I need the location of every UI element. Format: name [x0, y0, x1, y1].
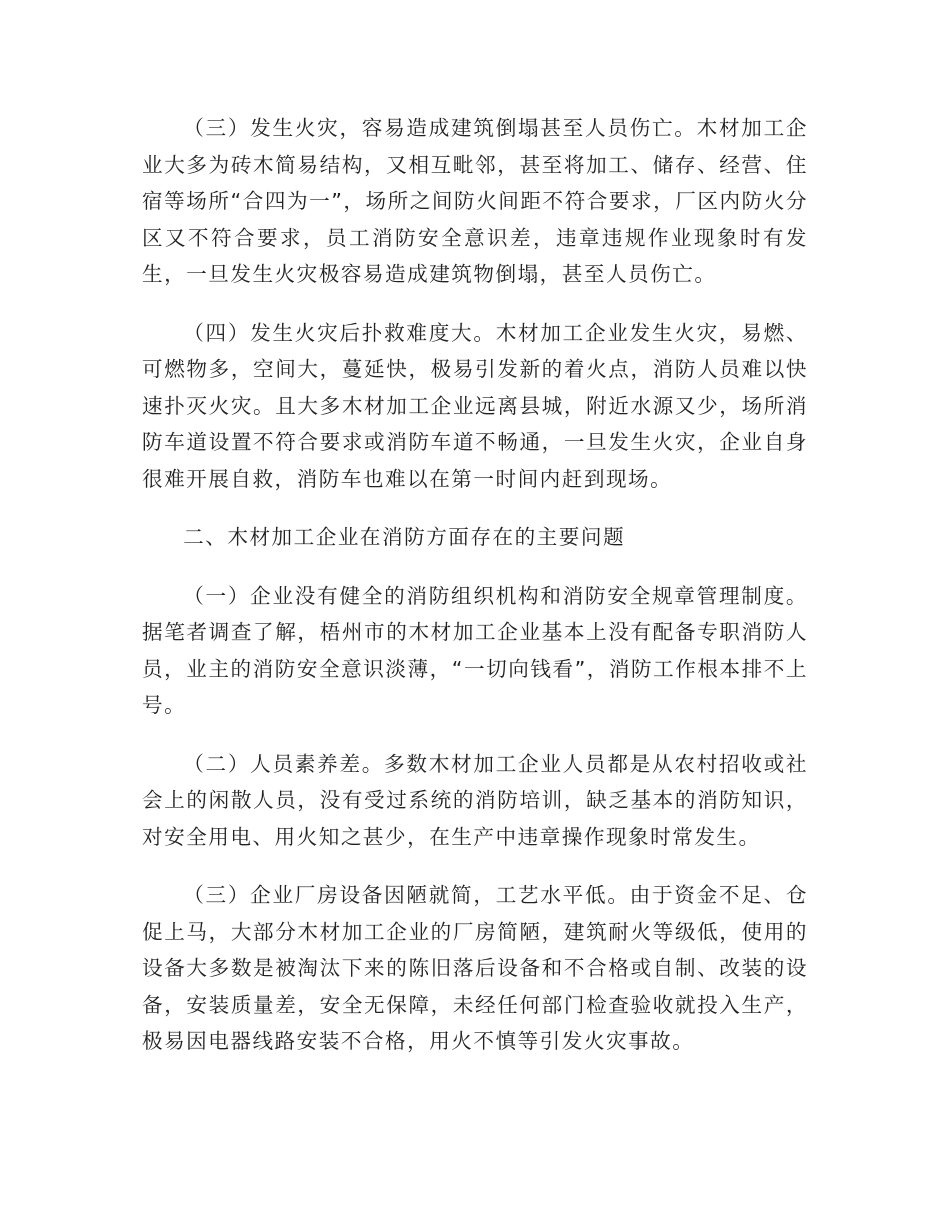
section-heading-main-problems: 二、木材加工企业在消防方面存在的主要问题 [183, 525, 626, 549]
paragraph-fire-collapse: （三）发生火灾，容易造成建筑倒塌甚至人员伤亡。木材加工企业大多为砖木简易结构，又相互毗邻，甚至将加工、储存、经营、住宿等场所“合四为一”，场所之间防火间距不符合要求，厂区内防火分区又不符合要求，员工消防安全意识差，违章违规作业现象时有发生，一旦发生火灾极容易造成建筑物倒塌，甚至人员伤亡。 [142, 116, 808, 286]
paragraph-firefighting-difficulty: （四）发生火灾后扑救难度大。木材加工企业发生火灾，易燃、可燃物多，空间大，蔓延快，极易引发新的着火点，消防人员难以快速扑灭火灾。且大多木材加工企业远离县城，附近水源又少，场所消防车道设置不符合要求或消防车道不畅通，一旦发生火灾，企业自身很难开展自救，消防车也难以在第一时间内赶到现场。 [142, 320, 808, 491]
paragraph-no-organization: （一）企业没有健全的消防组织机构和消防安全规章管理制度。据笔者调查了解，梧州市的木材加工企业基本上没有配备专职消防人员，业主的消防安全意识淡薄，“一切向钱看”，消防工作根本排不上号。 [142, 583, 808, 717]
paragraph-staff-quality: （二）人员素养差。多数木材加工企业人员都是从农村招收或社会上的闲散人员，没有受过系统的消防培训，缺乏基本的消防知识，对安全用电、用火知之甚少，在生产中违章操作现象时常发生。 [142, 751, 808, 849]
paragraph-equipment: （三）企业厂房设备因陋就简，工艺水平低。由于资金不足、仓促上马，大部分木材加工企业的厂房简陋，建筑耐火等级低，使用的设备大多数是被淘汰下来的陈旧落后设备和不合格或自制、改装的设备，安装质量差，安全无保障，未经任何部门检查验收就投入生产，极易因电器线路安装不合格，用火不慎等引发火灾事故。 [142, 883, 808, 1053]
document-page [142, 110, 808, 1082]
